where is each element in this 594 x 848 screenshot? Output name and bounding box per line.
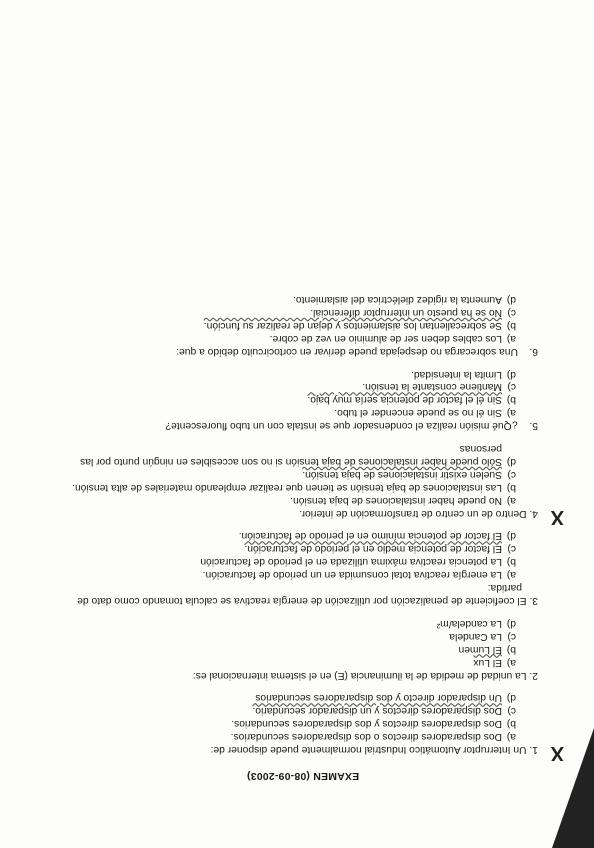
question-6 xyxy=(68,292,538,357)
option-d xyxy=(68,441,516,467)
option-b xyxy=(68,554,516,567)
option-d xyxy=(68,292,516,305)
option-letter: b) xyxy=(506,319,516,331)
option-letter: c) xyxy=(507,543,516,555)
question-text: Un Interruptor Automático Industrial normalmente puede disponer de: xyxy=(210,744,527,756)
question-number: 1. xyxy=(529,744,538,756)
option-c xyxy=(68,703,516,716)
option-a xyxy=(68,567,516,580)
option-letter: b) xyxy=(506,394,516,406)
highlighted-answer: El factor de potencia medio en el periodo de facturación. xyxy=(244,543,502,555)
option-letter: d) xyxy=(506,692,516,704)
option-text: La candela/m² xyxy=(436,617,502,629)
question-text: La unidad de medida de la iluminancia (E) en el sistema internacional es: xyxy=(192,669,527,681)
option-a xyxy=(68,331,516,344)
option-letter: d) xyxy=(506,368,516,380)
question-5 xyxy=(68,367,538,432)
option-b xyxy=(68,318,516,331)
question-number: 4. xyxy=(529,507,538,519)
option-d xyxy=(68,367,516,380)
option-letter: b) xyxy=(506,556,516,568)
handwritten-x-mark: X xyxy=(550,742,564,765)
option-text: Las instalaciones de baja tensión se tienen que realizar empleando materiales de alta tensión. xyxy=(72,481,502,493)
option-letter: b) xyxy=(506,718,516,730)
question-number: 3. xyxy=(529,595,538,607)
option-b xyxy=(68,716,516,729)
option-letter: d) xyxy=(506,294,516,305)
option-text: Aumenta la rigidez dieléctrica del aislamiento. xyxy=(293,294,502,305)
option-letter: c) xyxy=(507,468,516,480)
question-number: 5. xyxy=(529,420,538,432)
option-a xyxy=(68,729,516,742)
question-text: ¿Qué misión realiza el condensador que se instala con un tubo fluorescente? xyxy=(165,420,518,432)
option-text: El factor de potencia mínimo en el periodo de facturación. xyxy=(238,530,502,542)
option-letter: d) xyxy=(506,617,516,629)
option-a xyxy=(68,405,516,418)
option-b xyxy=(68,642,516,655)
question-text: Dentro de un centro de transformación de interior. xyxy=(299,507,527,519)
option-text: La potencia reactiva máxima utilizada en el periodo de facturación xyxy=(200,556,502,568)
question-1 xyxy=(68,691,564,765)
option-text: Los cables deben ser de aluminio en vez de cobre. xyxy=(269,332,502,344)
option-text: No se ha puesto un interruptor diferencial. xyxy=(310,306,502,318)
option-d xyxy=(68,691,516,704)
exam-document xyxy=(68,288,564,784)
option-text: El Lumen xyxy=(458,643,502,655)
option-text: La Candela xyxy=(449,630,502,642)
option-letter: c) xyxy=(507,705,516,717)
option-text: Dos disparadores directos y dos disparadores secundarios. xyxy=(231,718,502,730)
option-letter: a) xyxy=(506,332,516,344)
option-letter: b) xyxy=(506,481,516,493)
exam-title: EXAMEN (08-09-2003) xyxy=(246,770,360,782)
option-letter: b) xyxy=(506,643,516,655)
option-letter: c) xyxy=(507,630,516,642)
question-4 xyxy=(68,441,564,528)
highlighted-answer: El Lux xyxy=(473,656,502,668)
highlighted-answer: Se sobrecalientan los aislamientos y dejan de realizar su función. xyxy=(203,319,502,331)
option-letter: a) xyxy=(506,494,516,506)
highlighted-answer: Suelen existir instalaciones de baja tensión. xyxy=(302,468,502,480)
option-d xyxy=(68,616,516,629)
option-letter: a) xyxy=(506,407,516,419)
option-letter: d) xyxy=(506,530,516,542)
option-b xyxy=(68,392,516,405)
option-c xyxy=(68,467,516,480)
question-text: Una sobrecarga no despejada puede derivar en cortocircuito debido a que: xyxy=(176,345,518,357)
question-3 xyxy=(68,529,538,606)
question-text: El coeficiente de penalización por utilización de energía reactiva se calcula tomando como dato de partida: xyxy=(77,582,527,607)
option-b xyxy=(68,480,516,493)
option-c xyxy=(68,629,516,642)
option-letter: a) xyxy=(506,569,516,581)
option-letter: d) xyxy=(506,455,516,467)
option-text: Dos disparadores directos o dos disparadores secundarios. xyxy=(230,731,502,743)
question-number: 6. xyxy=(529,345,538,357)
highlighted-answer: Dos disparadores directos y un disparador secundario. xyxy=(252,705,502,717)
option-a xyxy=(68,655,516,668)
option-text: No puede haber instalaciones de baja tensión. xyxy=(290,494,502,506)
highlighted-answer: Sin él el factor de potencia sería muy bajo. xyxy=(307,394,502,406)
question-2 xyxy=(68,616,538,681)
option-text: Un disparador directo y dos disparadores secundarios xyxy=(255,692,502,704)
option-c xyxy=(68,542,516,555)
option-text: La energía reactiva total consumida en un periodo de facturación. xyxy=(202,569,502,581)
handwritten-x-mark: X xyxy=(550,505,564,528)
option-a xyxy=(68,493,516,506)
option-text: Limita la intensidad. xyxy=(410,368,502,380)
option-letter: a) xyxy=(506,731,516,743)
option-c xyxy=(68,380,516,393)
option-text: Sólo puede haber instalaciones de baja tensión si no son accesibles en ningún punto por las personas xyxy=(80,443,502,467)
option-letter: a) xyxy=(506,656,516,668)
question-number: 2. xyxy=(529,669,538,681)
option-c xyxy=(68,305,516,318)
option-d xyxy=(68,529,516,542)
option-text: Mantiene constante la tensión. xyxy=(362,381,502,393)
option-letter: c) xyxy=(507,381,516,393)
option-text: Sin él no se puede encender el tubo. xyxy=(334,407,502,419)
option-letter: c) xyxy=(507,306,516,318)
